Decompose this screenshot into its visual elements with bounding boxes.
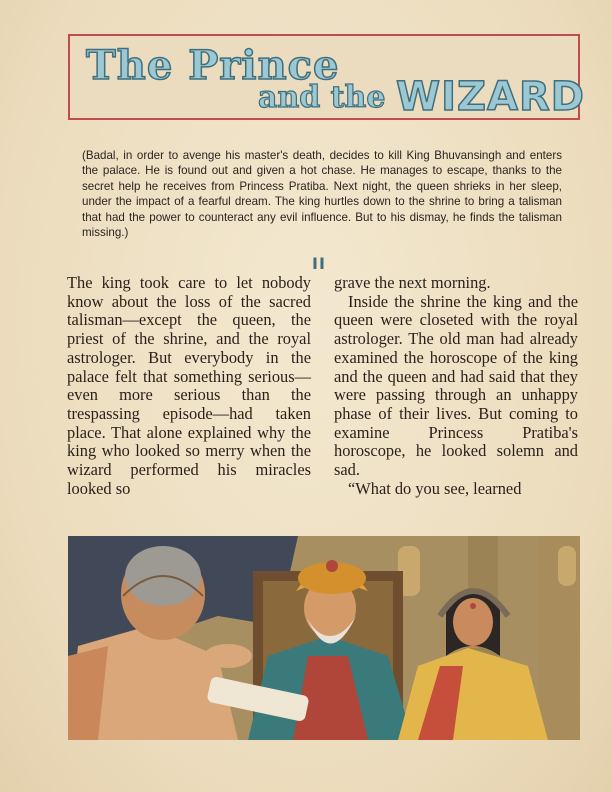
title-the-prince: The Prince bbox=[86, 42, 340, 89]
story-synopsis: (Badal, in order to avenge his master's death, decides to kill King Bhuvansingh and enters the palace. He is found out and given a hot chase. He manages to escape, thanks to the secret help he receives from Princess Pratiba. Next night, the queen shrieks in her sleep, under the impact of a fearful dream. The king hurtles down to the shrine to bring a talisman that had the power to counteract any evil influence. But to his dismay, he finds the talisman missing.) bbox=[82, 149, 562, 240]
left-paragraph: The king took care to let nobody know about the loss of the sacred talisman—except the queen, the priest of the shrine, and the royal astrologer. But everybody in the palace felt that something serious—even more serious than the trespassing episode—had taken place. That alone explained why the king who looked so merry when the wizard performed his miracles looked so bbox=[67, 273, 311, 498]
right-paragraph-1: grave the next morning. bbox=[334, 273, 491, 292]
right-paragraph-3: “What do you see, learned bbox=[348, 478, 522, 498]
title-banner bbox=[68, 34, 585, 120]
story-illustration bbox=[68, 536, 580, 740]
part-marker: II bbox=[312, 254, 326, 273]
body-column-left bbox=[67, 274, 311, 498]
title-and-the: and the bbox=[258, 80, 386, 115]
illustration-scene bbox=[68, 536, 580, 740]
title-wizard: WIZARD bbox=[396, 74, 585, 120]
right-paragraph-2: Inside the shrine the king and the queen were closeted with the royal astrologer. The old man had already examined the horoscope of the king and the queen and had said that they were passing through an unhappy phase of their lives. But coming to examine Princess Pratiba's horoscope, he looked solemn and sad. bbox=[334, 291, 578, 480]
body-column-right bbox=[334, 274, 578, 498]
